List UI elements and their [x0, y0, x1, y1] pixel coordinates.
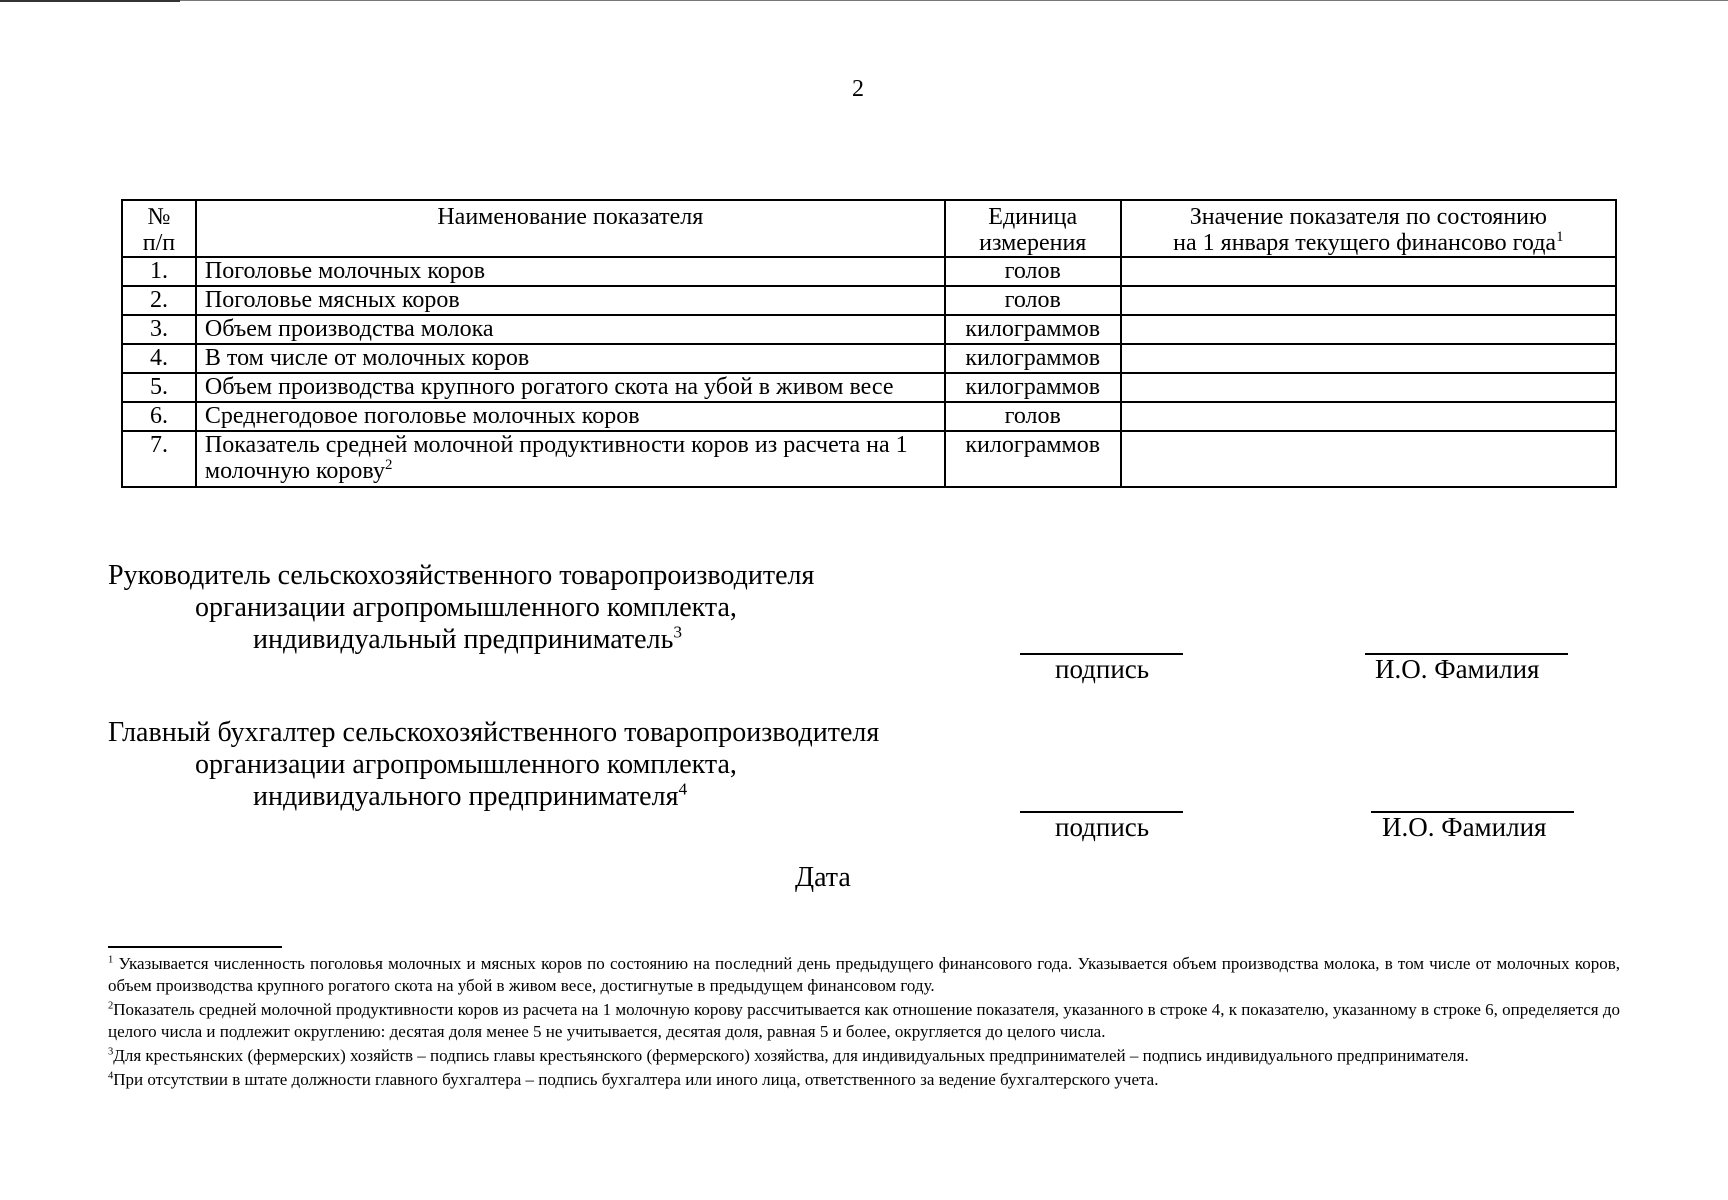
- footnote-3-text: Для крестьянских (фермерских) хозяйств – подпись главы крестьянского (фермерского) хозяйства, для индивидуальных предпринимателей – подпись индивидуального предпринимателя.: [113, 1046, 1469, 1065]
- page-number: 2: [852, 76, 864, 102]
- header-name-text: Наименование показателя: [437, 204, 704, 230]
- header-value-line2: на 1 января текущего финансово года: [1173, 230, 1557, 256]
- table-row: [122, 344, 1616, 373]
- footnote-1-text: Указывается численность поголовья молочных и мясных коров по состоянию на последний день предыдущего финансового года. Указывается объем производства молока, в том числе от молочных коров, объем производства крупного рогатого скота на убой в живом весе, достигнутые в предыдущем финансовом году.: [108, 954, 1621, 995]
- footnote-3: [108, 1045, 1620, 1067]
- row-name: [196, 431, 945, 487]
- row-unit: килограммов: [945, 344, 1121, 373]
- accountant-title-line1: Главный бухгалтер сельскохозяйственного товаропроизводителя: [108, 717, 880, 748]
- row-name: Объем производства молока: [196, 315, 945, 344]
- row-number: 7.: [122, 431, 196, 487]
- row-number: 2.: [122, 286, 196, 315]
- row-name: Поголовье мясных коров: [196, 286, 945, 315]
- header-unit: [945, 200, 1121, 257]
- footnote-4: [108, 1069, 1620, 1091]
- header-value-footnote-mark: 1: [1556, 229, 1564, 245]
- row-unit: голов: [945, 402, 1121, 431]
- head-title-line3-text: индивидуальный предприниматель: [253, 624, 674, 655]
- footnote-4-text: При отсутствии в штате должности главного бухгалтера – подпись бухгалтера или иного лица, ответственного за ведение бухгалтерского учета.: [113, 1070, 1159, 1089]
- row-name: Поголовье молочных коров: [196, 257, 945, 286]
- row-unit: килограммов: [945, 373, 1121, 402]
- top-rule-mark: [0, 0, 180, 2]
- row-name: Среднегодовое поголовье молочных коров: [196, 402, 945, 431]
- footnote-3-mark: 3: [108, 1046, 114, 1058]
- row-value: [1121, 315, 1616, 344]
- row-unit: килограммов: [945, 315, 1121, 344]
- head-title-footnote-mark: 3: [673, 622, 683, 642]
- row-name: В том числе от молочных коров: [196, 344, 945, 373]
- date-label: Дата: [795, 862, 851, 893]
- header-name: [196, 200, 945, 257]
- row-name: Объем производства крупного рогатого скота на убой в живом весе: [196, 373, 945, 402]
- table-header-row: [122, 200, 1616, 257]
- table-row: [122, 373, 1616, 402]
- head-signature-caption: подпись: [1055, 654, 1150, 684]
- accountant-title-line2: организации агропромышленного комплекта,: [195, 749, 737, 780]
- row-name-text: Показатель средней молочной продуктивности коров из расчета на 1 молочную корову: [204, 432, 908, 484]
- row-number: 1.: [122, 257, 196, 286]
- accountant-title-line3-text: индивидуального предпринимателя: [253, 781, 679, 812]
- row-number: 5.: [122, 373, 196, 402]
- row-value: [1121, 257, 1616, 286]
- footnote-2: [108, 999, 1620, 1043]
- accountant-name-caption: И.О. Фамилия: [1382, 812, 1547, 842]
- accountant-title-footnote-mark: 4: [678, 779, 688, 799]
- head-title-line3: [108, 624, 814, 656]
- footnote-2-mark: 2: [108, 1000, 114, 1012]
- accountant-signature-caption: подпись: [1055, 812, 1150, 842]
- row-name-footnote-mark: 2: [384, 457, 393, 473]
- footnotes: [108, 953, 1620, 1093]
- row-unit: голов: [945, 257, 1121, 286]
- header-value: [1121, 200, 1616, 257]
- row-value: [1121, 431, 1616, 487]
- head-name-caption: И.О. Фамилия: [1375, 654, 1540, 684]
- table-row: [122, 286, 1616, 315]
- table-row: [122, 402, 1616, 431]
- footnote-1: [108, 953, 1620, 997]
- header-number: [122, 200, 196, 257]
- row-value: [1121, 373, 1616, 402]
- footnote-2-text: Показатель средней молочной продуктивности коров из расчета на 1 молочную корову рассчитывается как отношение показателя, указанного в строке 4, к показателю, указанному в строке 6, определяется до целого числа и подлежит округлению: десятая доля менее 5 не учитывается, десятая доля, равная 5 и более, округляется до целого числа.: [108, 1000, 1620, 1041]
- accountant-title-line3: [108, 781, 879, 813]
- row-value: [1121, 286, 1616, 315]
- row-number: 4.: [122, 344, 196, 373]
- header-number-line2: п/п: [142, 230, 176, 256]
- table-row: [122, 315, 1616, 344]
- header-number-line1: №: [147, 204, 171, 230]
- indicators-table: [121, 199, 1617, 488]
- top-rule: [0, 0, 1728, 1]
- accountant-signatory-title: [108, 717, 879, 813]
- footnote-1-mark: 1: [108, 954, 114, 966]
- row-value: [1121, 402, 1616, 431]
- header-value-line1: Значение показателя по состоянию: [1189, 204, 1547, 230]
- table-row: [122, 431, 1616, 487]
- header-unit-line1: Единица: [988, 204, 1078, 230]
- head-title-line1: Руководитель сельскохозяйственного товаропроизводителя: [108, 560, 815, 591]
- row-number: 6.: [122, 402, 196, 431]
- row-number: 3.: [122, 315, 196, 344]
- row-unit: килограммов: [945, 431, 1121, 487]
- row-value: [1121, 344, 1616, 373]
- header-unit-line2: измерения: [979, 230, 1087, 256]
- table-row: [122, 257, 1616, 286]
- footnote-4-mark: 4: [108, 1070, 114, 1082]
- row-unit: голов: [945, 286, 1121, 315]
- head-signatory-title: [108, 560, 814, 656]
- head-title-line2: организации агропромышленного комплекта,: [195, 592, 737, 623]
- footnote-rule: [108, 946, 282, 948]
